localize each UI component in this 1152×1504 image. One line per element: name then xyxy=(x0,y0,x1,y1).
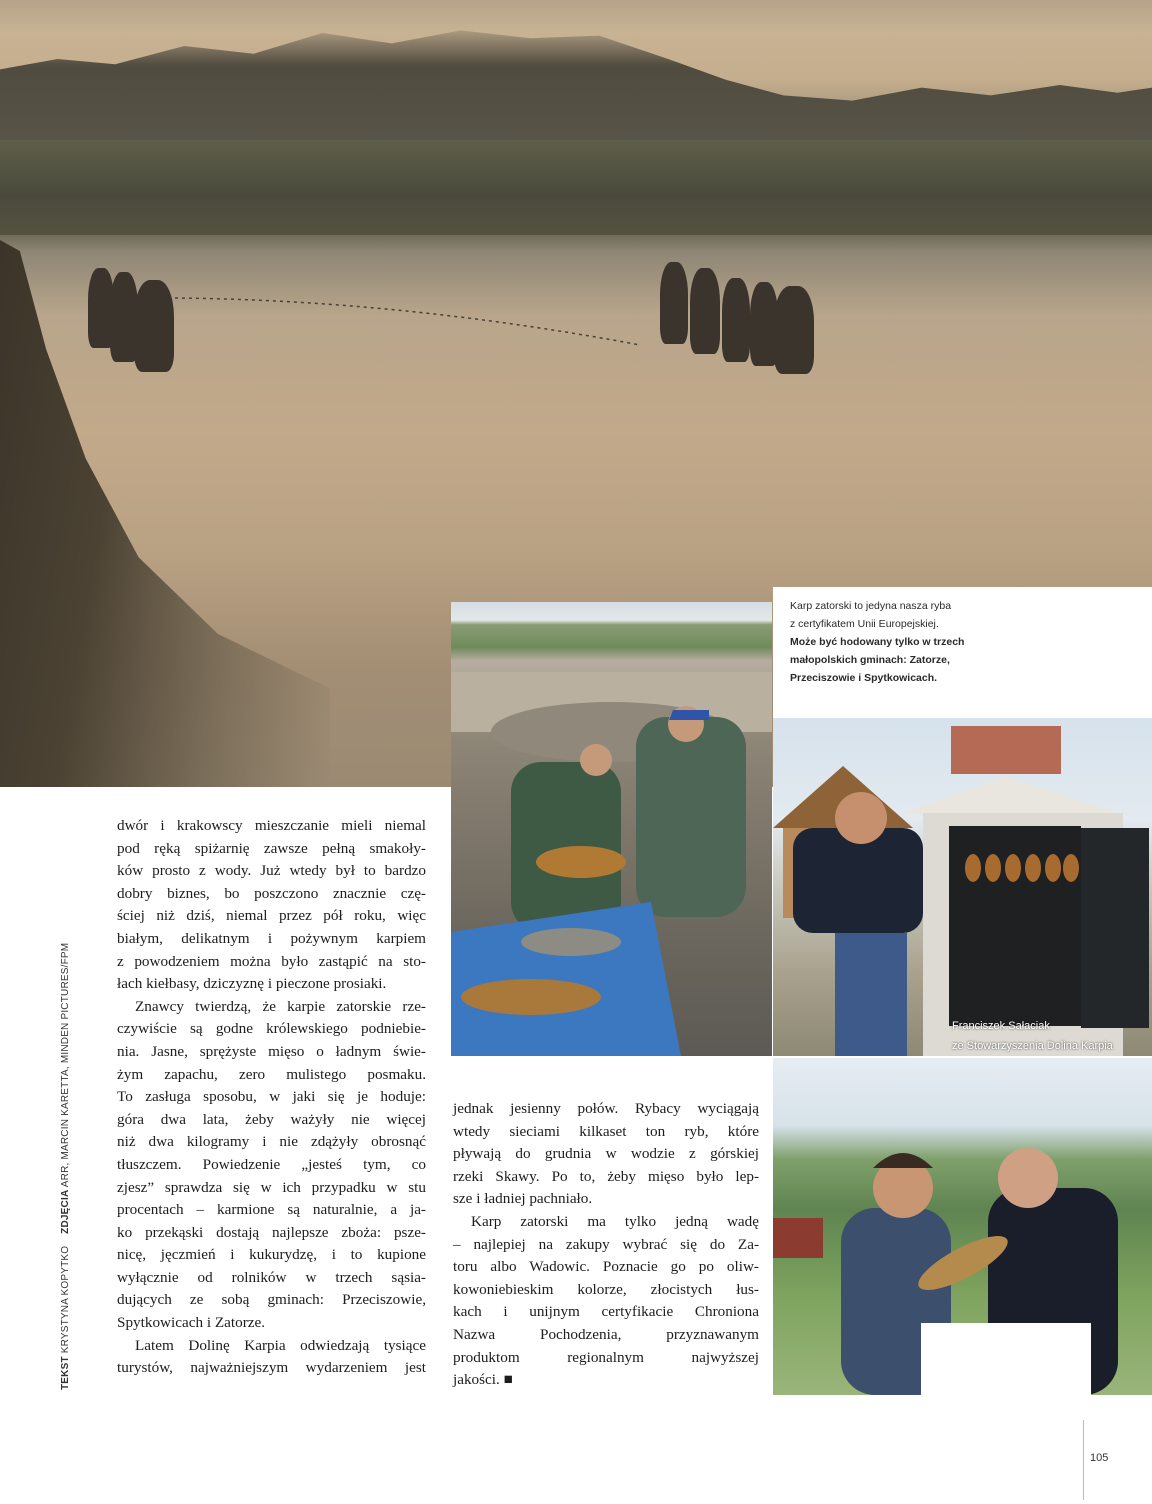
page-number: 105 xyxy=(1090,1452,1109,1464)
text-line: ków prosto z wody. Już wtedy był to bardzo xyxy=(117,862,426,880)
text-line: jakości. ■ xyxy=(453,1371,513,1389)
text-line: Latem Dolinę Karpia odwiedzają tysiące xyxy=(135,1336,426,1354)
text-line: produktom regionalnym najwyższej xyxy=(453,1348,759,1366)
photo-fishermen-catch xyxy=(451,602,772,1056)
text-line: z powodzeniem można było zastąpić na sto- xyxy=(117,952,426,970)
photo-smokehouse xyxy=(773,718,1152,1056)
photo-credit-name xyxy=(952,1016,1113,1056)
photo-caption xyxy=(790,597,1040,687)
article-column-right xyxy=(453,1098,759,1392)
credit-photo-authors: ARR, MARCIN KARETTA, MINDEN PICTURES/FPM xyxy=(60,942,71,1188)
text-line: kach i unijnym certyfikacie Chroniona xyxy=(453,1303,759,1321)
text-line: Nazwa Pochodzenia, przyznawanym xyxy=(453,1325,759,1343)
article-column-left xyxy=(117,815,426,1380)
text-line: dobry biznes, bo poszczono znacznie czę- xyxy=(117,884,426,902)
text-line: toru albo Wadowic. Poznacie go po oliw- xyxy=(453,1258,759,1276)
person-name: Franciszek Sałaciak xyxy=(952,1020,1050,1032)
smokehouse-illustration xyxy=(773,718,1152,1056)
text-line: To zasługa sposobu, w jaki się je hoduje: xyxy=(117,1088,426,1106)
text-line: Karp zatorski ma tylko jedną wadę xyxy=(471,1212,759,1230)
catch-illustration xyxy=(451,602,772,1056)
text-line: Spytkowicach i Zatorze. xyxy=(117,1314,266,1332)
text-line: ściej niż dziś, niemal przez pół roku, więc xyxy=(117,907,426,925)
text-line: procentach – karmione są naturalnie, a ja- xyxy=(117,1201,426,1219)
text-line: dwór i krakowscy mieszczanie mieli niemal xyxy=(117,817,426,834)
caption-line: z certyfikatem Unii Europejskiej. xyxy=(790,618,939,630)
men-illustration xyxy=(773,1058,1152,1395)
caption-line-bold: Przeciszowie i Spytkowicach. xyxy=(790,672,938,684)
text-line: nicę, jęczmień i kukurydzę, i to kupione xyxy=(117,1246,426,1264)
text-line: jednak jesienny połów. Rybacy wyciągają xyxy=(453,1100,759,1117)
caption-line-bold: małopolskich gminach: Zatorze, xyxy=(790,654,950,666)
credit-text-label: TEKST xyxy=(60,1356,71,1390)
text-line: tłuszczem. Powiedzenie „jesteś tym, co xyxy=(117,1155,426,1173)
caption-line-bold: Może być hodowany tylko w trzech xyxy=(790,636,965,648)
text-line: białym, delikatnym i pożywnym karpiem xyxy=(117,929,426,947)
text-line: pływają do grudnia w wodzie z górskiej xyxy=(453,1145,759,1163)
credit-text-author: KRYSTYNA KOPYTKO xyxy=(60,1245,71,1354)
text-line: rzeki Skawy. Po to, żeby mięso było lep- xyxy=(453,1167,759,1185)
credit-photo-label: ZDJĘCIA xyxy=(60,1189,71,1234)
text-line: dujących ze sobą gminach: Przeciszowie, xyxy=(117,1291,426,1309)
text-line: wtedy sieciami kilkaset ton ryb, które xyxy=(453,1122,759,1140)
text-line: łach kiełbasy, dziczyznę i pieczone prosiaki. xyxy=(117,975,387,993)
caption-line: Karp zatorski to jedyna nasza ryba xyxy=(790,600,952,612)
text-line: wyłącznie od rolników w trzech sąsia- xyxy=(117,1268,426,1286)
text-line: czywiście są godne królewskiego podniebie- xyxy=(117,1020,426,1038)
text-line: sze i ładniej pachniało. xyxy=(453,1190,593,1208)
text-line: Znawcy twierdzą, że karpie zatorskie rze- xyxy=(135,997,426,1015)
text-line: ko przekąski dostają najlepsze zboża: psze- xyxy=(117,1223,426,1241)
text-line: – najlepiej na zakupy wybrać się do Za- xyxy=(453,1235,759,1253)
text-line: kowoniebieskim kolorze, złocistych łus- xyxy=(453,1280,759,1298)
text-line: turystów, najważniejszym wydarzeniem jest xyxy=(117,1359,426,1377)
text-line: pod ręką spiżarnię zawsze pełną smakoły- xyxy=(117,839,426,857)
text-line: niż dwa kilogramy i nie zdążyły obrosnąć xyxy=(117,1133,426,1151)
text-line: zjesz” sprawdza się w ich przypadku w stu xyxy=(117,1178,426,1196)
page-number-rule xyxy=(1083,1420,1084,1500)
text-line: nia. Jasne, sprężyste mięso o ładnym świe- xyxy=(117,1042,426,1060)
person-organization: ze Stowarzyszenia Dolina Karpia xyxy=(952,1040,1113,1052)
text-line: żym zapachu, zero mulistego posmaku. xyxy=(117,1065,426,1083)
text-line: góra dwa lata, żeby ważyły nie więcej xyxy=(117,1110,426,1128)
article-credits xyxy=(60,943,71,1390)
photo-men-with-carp xyxy=(773,1058,1152,1395)
